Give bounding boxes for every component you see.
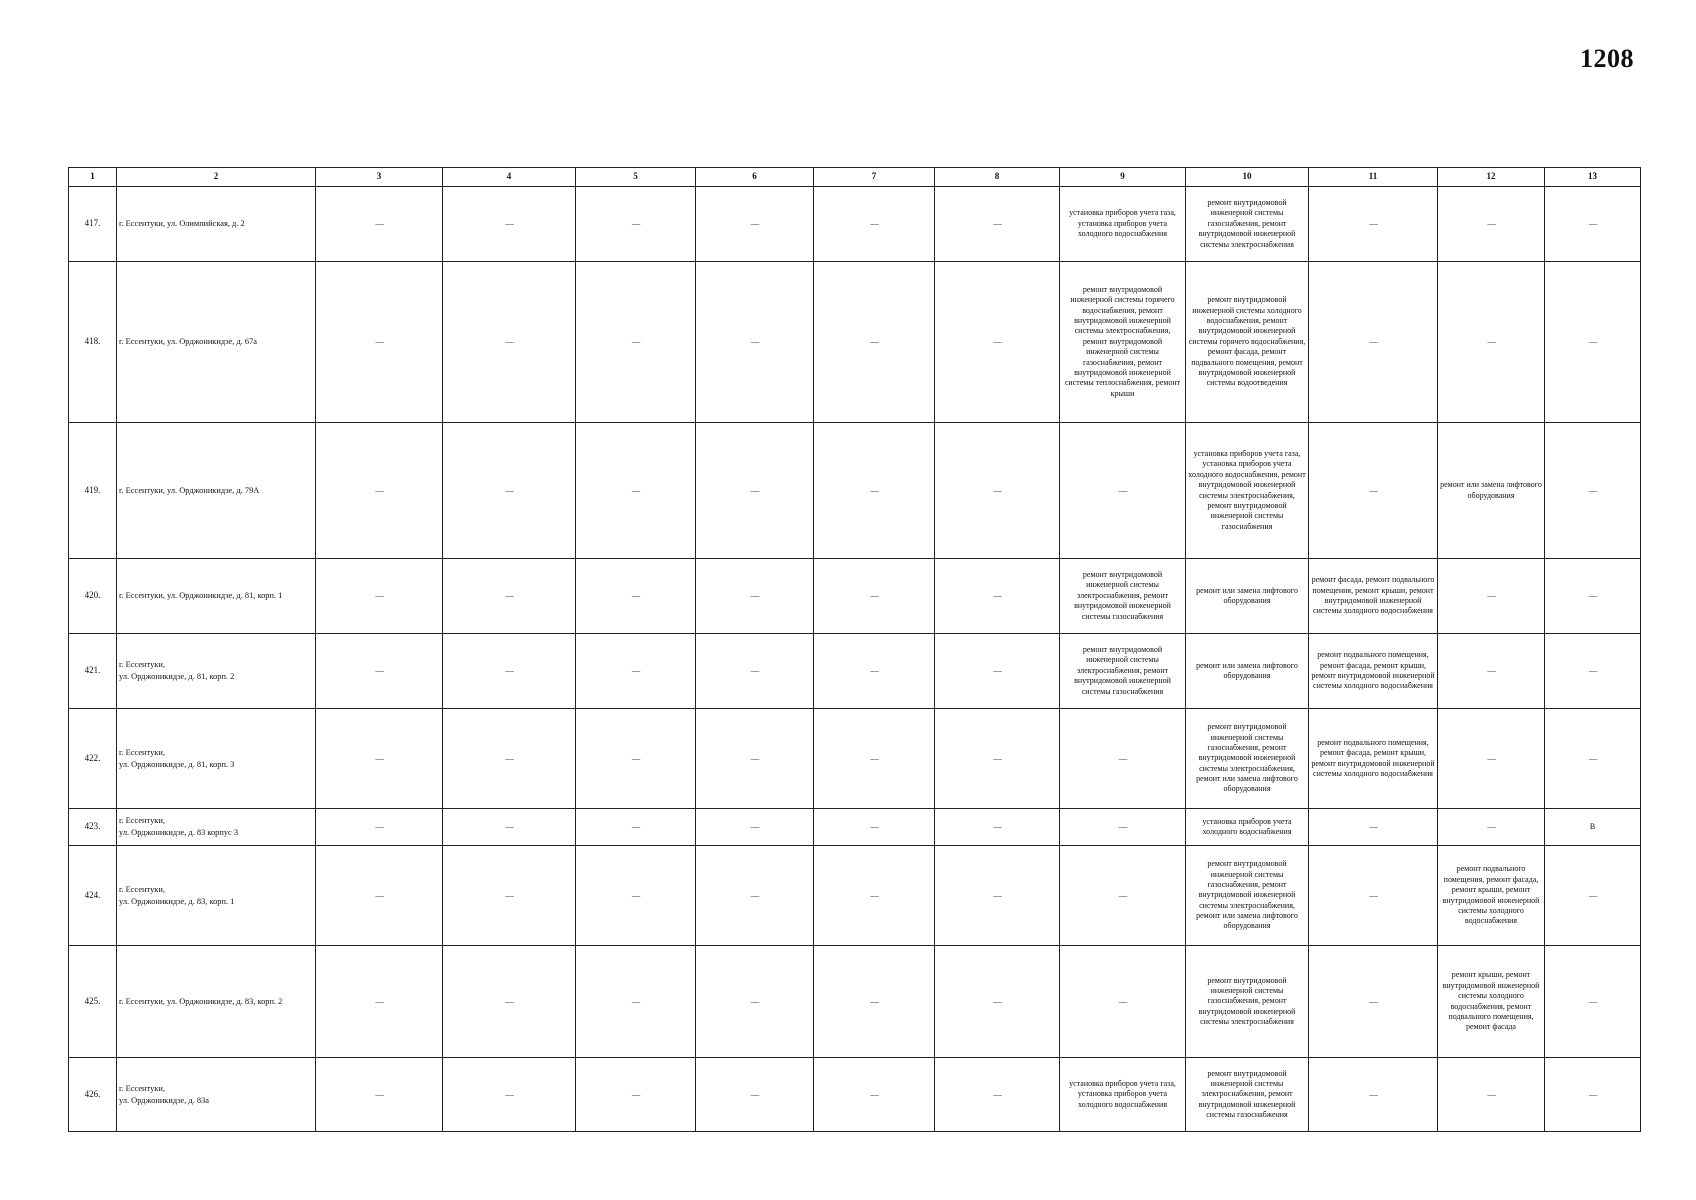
- empty-dash-cell: —: [576, 846, 696, 946]
- row-number: 419.: [69, 423, 117, 559]
- empty-dash-cell: —: [696, 634, 814, 709]
- empty-dash-cell: —: [316, 846, 443, 946]
- table-row: [69, 423, 1641, 559]
- header-cell-4: 4: [443, 168, 576, 187]
- address-cell: г. Ессентуки, ул. Орджоникидзе, д. 81, корп. 1: [117, 559, 316, 634]
- work-cell-col-12: ремонт или замена лифтового оборудования: [1438, 423, 1545, 559]
- page-number: 1208: [1580, 44, 1634, 73]
- header-cell-7: 7: [814, 168, 935, 187]
- empty-dash-cell: —: [576, 187, 696, 262]
- work-cell-col-10: ремонт внутридомовой инженерной системы газоснабжения, ремонт внутридомовой инженерной системы электроснабжения, ремонт или замена лифтового оборудования: [1186, 846, 1309, 946]
- empty-dash-cell: —: [1060, 809, 1186, 846]
- table-row: [69, 709, 1641, 809]
- empty-dash-cell: —: [443, 559, 576, 634]
- empty-dash-cell: —: [1438, 187, 1545, 262]
- empty-dash-cell: —: [696, 262, 814, 423]
- work-cell-col-10: ремонт внутридомовой инженерной системы газоснабжения, ремонт внутридомовой инженерной системы электроснабжения: [1186, 946, 1309, 1058]
- work-cell-col-9: ремонт внутридомовой инженерной системы электроснабжения, ремонт внутридомовой инженерной системы газоснабжения: [1060, 559, 1186, 634]
- address-cell: г. Ессентуки, ул. Олимпийская, д. 2: [117, 187, 316, 262]
- table-row: [69, 946, 1641, 1058]
- empty-dash-cell: —: [814, 634, 935, 709]
- work-cell-col-9: ремонт внутридомовой инженерной системы горячего водоснабжения, ремонт внутридомовой инженерной системы электроснабжения, ремонт внутридомовой инженерной системы газоснабжения, ремонт внутридомовой инженерной системы теплоснабжения, ремонт крыши: [1060, 262, 1186, 423]
- empty-dash-cell: —: [576, 1058, 696, 1132]
- empty-dash-cell: —: [316, 423, 443, 559]
- empty-dash-cell: —: [443, 1058, 576, 1132]
- address-cell: г. Ессентуки, ул. Орджоникидзе, д. 81, корп. 3: [117, 709, 316, 809]
- empty-dash-cell: —: [316, 262, 443, 423]
- empty-dash-cell: —: [696, 423, 814, 559]
- empty-dash-cell: —: [576, 809, 696, 846]
- address-cell: г. Ессентуки, ул. Орджоникидзе, д. 83, корп. 1: [117, 846, 316, 946]
- header-cell-1: 1: [69, 168, 117, 187]
- empty-dash-cell: —: [316, 1058, 443, 1132]
- empty-dash-cell: —: [1309, 946, 1438, 1058]
- empty-dash-cell: —: [576, 709, 696, 809]
- empty-dash-cell: —: [935, 846, 1060, 946]
- work-cell-col-10: установка приборов учета холодного водоснабжения: [1186, 809, 1309, 846]
- empty-dash-cell: —: [1545, 846, 1641, 946]
- work-cell-col-12: ремонт подвального помещения, ремонт фасада, ремонт крыши, ремонт внутридомовой инженерной системы холодного водоснабжения: [1438, 846, 1545, 946]
- header-row: [69, 168, 1641, 187]
- empty-dash-cell: —: [814, 559, 935, 634]
- empty-dash-cell: —: [1438, 262, 1545, 423]
- empty-dash-cell: —: [1545, 262, 1641, 423]
- empty-dash-cell: —: [1309, 809, 1438, 846]
- empty-dash-cell: —: [1060, 423, 1186, 559]
- row-number: 425.: [69, 946, 117, 1058]
- work-cell-col-10: ремонт или замена лифтового оборудования: [1186, 634, 1309, 709]
- empty-dash-cell: —: [576, 262, 696, 423]
- empty-dash-cell: —: [696, 946, 814, 1058]
- table-row: [69, 559, 1641, 634]
- empty-dash-cell: —: [316, 709, 443, 809]
- empty-dash-cell: —: [935, 809, 1060, 846]
- empty-dash-cell: —: [1545, 1058, 1641, 1132]
- row-number: 423.: [69, 809, 117, 846]
- address-cell: г. Ессентуки, ул. Орджоникидзе, д. 67а: [117, 262, 316, 423]
- work-cell-col-11: ремонт фасада, ремонт подвального помещения, ремонт крыши, ремонт внутридомовой инженерной системы холодного водоснабжения: [1309, 559, 1438, 634]
- table-row: [69, 262, 1641, 423]
- empty-dash-cell: —: [1309, 1058, 1438, 1132]
- table-row: [69, 1058, 1641, 1132]
- header-cell-3: 3: [316, 168, 443, 187]
- address-cell: г. Ессентуки, ул. Орджоникидзе, д. 83 корпус 3: [117, 809, 316, 846]
- empty-dash-cell: —: [814, 423, 935, 559]
- empty-dash-cell: —: [1309, 187, 1438, 262]
- table-row: [69, 634, 1641, 709]
- header-cell-9: 9: [1060, 168, 1186, 187]
- row-number: 422.: [69, 709, 117, 809]
- empty-dash-cell: —: [935, 634, 1060, 709]
- empty-dash-cell: —: [814, 262, 935, 423]
- empty-dash-cell: —: [443, 262, 576, 423]
- table-row: [69, 846, 1641, 946]
- row-number: 421.: [69, 634, 117, 709]
- header-cell-10: 10: [1186, 168, 1309, 187]
- empty-dash-cell: —: [1060, 709, 1186, 809]
- empty-dash-cell: —: [935, 187, 1060, 262]
- empty-dash-cell: —: [576, 946, 696, 1058]
- address-cell: г. Ессентуки, ул. Орджоникидзе, д. 83, корп. 2: [117, 946, 316, 1058]
- empty-dash-cell: —: [443, 709, 576, 809]
- table-body: [69, 168, 1641, 1132]
- empty-dash-cell: —: [935, 423, 1060, 559]
- empty-dash-cell: —: [814, 946, 935, 1058]
- header-cell-6: 6: [696, 168, 814, 187]
- work-cell-col-10: установка приборов учета газа, установка приборов учета холодного водоснабжения, ремонт внутридомовой инженерной системы электроснабжения, ремонт внутридомовой инженерной системы газоснабжения: [1186, 423, 1309, 559]
- empty-dash-cell: —: [316, 559, 443, 634]
- empty-dash-cell: —: [1060, 946, 1186, 1058]
- empty-dash-cell: —: [576, 423, 696, 559]
- row-number: 424.: [69, 846, 117, 946]
- work-cell-col-9: ремонт внутридомовой инженерной системы электроснабжения, ремонт внутридомовой инженерной системы газоснабжения: [1060, 634, 1186, 709]
- work-cell-col-10: ремонт внутридомовой инженерной системы холодного водоснабжения, ремонт внутридомовой инженерной системы горячего водоснабжения, ремонт фасада, ремонт подвального помещения, ремонт внутридомовой инженерной системы водоотведения: [1186, 262, 1309, 423]
- empty-dash-cell: —: [696, 187, 814, 262]
- empty-dash-cell: —: [935, 262, 1060, 423]
- work-cell-col-11: ремонт подвального помещения, ремонт фасада, ремонт крыши, ремонт внутридомовой инженерной системы холодного водоснабжения: [1309, 634, 1438, 709]
- empty-dash-cell: —: [1545, 634, 1641, 709]
- work-cell-col-13: В: [1545, 809, 1641, 846]
- empty-dash-cell: —: [814, 1058, 935, 1132]
- empty-dash-cell: —: [696, 846, 814, 946]
- empty-dash-cell: —: [1545, 709, 1641, 809]
- header-cell-5: 5: [576, 168, 696, 187]
- work-cell-col-10: ремонт внутридомовой инженерной системы электроснабжения, ремонт внутридомовой инженерной системы газоснабжения: [1186, 1058, 1309, 1132]
- address-cell: г. Ессентуки, ул. Орджоникидзе, д. 79А: [117, 423, 316, 559]
- empty-dash-cell: —: [576, 634, 696, 709]
- empty-dash-cell: —: [443, 809, 576, 846]
- work-cell-col-10: ремонт или замена лифтового оборудования: [1186, 559, 1309, 634]
- empty-dash-cell: —: [935, 1058, 1060, 1132]
- empty-dash-cell: —: [1545, 423, 1641, 559]
- empty-dash-cell: —: [316, 187, 443, 262]
- empty-dash-cell: —: [814, 809, 935, 846]
- empty-dash-cell: —: [443, 187, 576, 262]
- work-cell-col-9: установка приборов учета газа, установка приборов учета холодного водоснабжения: [1060, 187, 1186, 262]
- empty-dash-cell: —: [443, 946, 576, 1058]
- empty-dash-cell: —: [696, 1058, 814, 1132]
- empty-dash-cell: —: [316, 634, 443, 709]
- empty-dash-cell: —: [1545, 187, 1641, 262]
- empty-dash-cell: —: [814, 846, 935, 946]
- empty-dash-cell: —: [1545, 946, 1641, 1058]
- header-cell-12: 12: [1438, 168, 1545, 187]
- address-cell: г. Ессентуки, ул. Орджоникидзе, д. 83а: [117, 1058, 316, 1132]
- works-table: [68, 167, 1641, 1132]
- empty-dash-cell: —: [814, 187, 935, 262]
- empty-dash-cell: —: [1545, 559, 1641, 634]
- work-cell-col-10: ремонт внутридомовой инженерной системы газоснабжения, ремонт внутридомовой инженерной системы электроснабжения: [1186, 187, 1309, 262]
- header-cell-2: 2: [117, 168, 316, 187]
- table-row: [69, 187, 1641, 262]
- work-cell-col-9: установка приборов учета газа, установка приборов учета холодного водоснабжения: [1060, 1058, 1186, 1132]
- empty-dash-cell: —: [443, 423, 576, 559]
- empty-dash-cell: —: [935, 559, 1060, 634]
- row-number: 418.: [69, 262, 117, 423]
- empty-dash-cell: —: [696, 559, 814, 634]
- empty-dash-cell: —: [316, 809, 443, 846]
- empty-dash-cell: —: [1309, 262, 1438, 423]
- empty-dash-cell: —: [1438, 809, 1545, 846]
- empty-dash-cell: —: [443, 634, 576, 709]
- work-cell-col-10: ремонт внутридомовой инженерной системы газоснабжения, ремонт внутридомовой инженерной системы электроснабжения, ремонт или замена лифтового оборудования: [1186, 709, 1309, 809]
- empty-dash-cell: —: [696, 709, 814, 809]
- empty-dash-cell: —: [1438, 709, 1545, 809]
- empty-dash-cell: —: [935, 946, 1060, 1058]
- row-number: 426.: [69, 1058, 117, 1132]
- row-number: 417.: [69, 187, 117, 262]
- empty-dash-cell: —: [814, 709, 935, 809]
- empty-dash-cell: —: [1060, 846, 1186, 946]
- empty-dash-cell: —: [1438, 559, 1545, 634]
- empty-dash-cell: —: [1438, 634, 1545, 709]
- empty-dash-cell: —: [1438, 1058, 1545, 1132]
- empty-dash-cell: —: [443, 846, 576, 946]
- header-cell-13: 13: [1545, 168, 1641, 187]
- empty-dash-cell: —: [316, 946, 443, 1058]
- header-cell-11: 11: [1309, 168, 1438, 187]
- empty-dash-cell: —: [935, 709, 1060, 809]
- empty-dash-cell: —: [696, 809, 814, 846]
- empty-dash-cell: —: [1309, 846, 1438, 946]
- work-cell-col-11: ремонт подвального помещения, ремонт фасада, ремонт крыши, ремонт внутридомовой инженерной системы холодного водоснабжения: [1309, 709, 1438, 809]
- empty-dash-cell: —: [1309, 423, 1438, 559]
- work-cell-col-12: ремонт крыши, ремонт внутридомовой инженерной системы холодного водоснабжения, ремонт подвального помещения, ремонт фасада: [1438, 946, 1545, 1058]
- address-cell: г. Ессентуки, ул. Орджоникидзе, д. 81, корп. 2: [117, 634, 316, 709]
- row-number: 420.: [69, 559, 117, 634]
- empty-dash-cell: —: [576, 559, 696, 634]
- header-cell-8: 8: [935, 168, 1060, 187]
- table-row: [69, 809, 1641, 846]
